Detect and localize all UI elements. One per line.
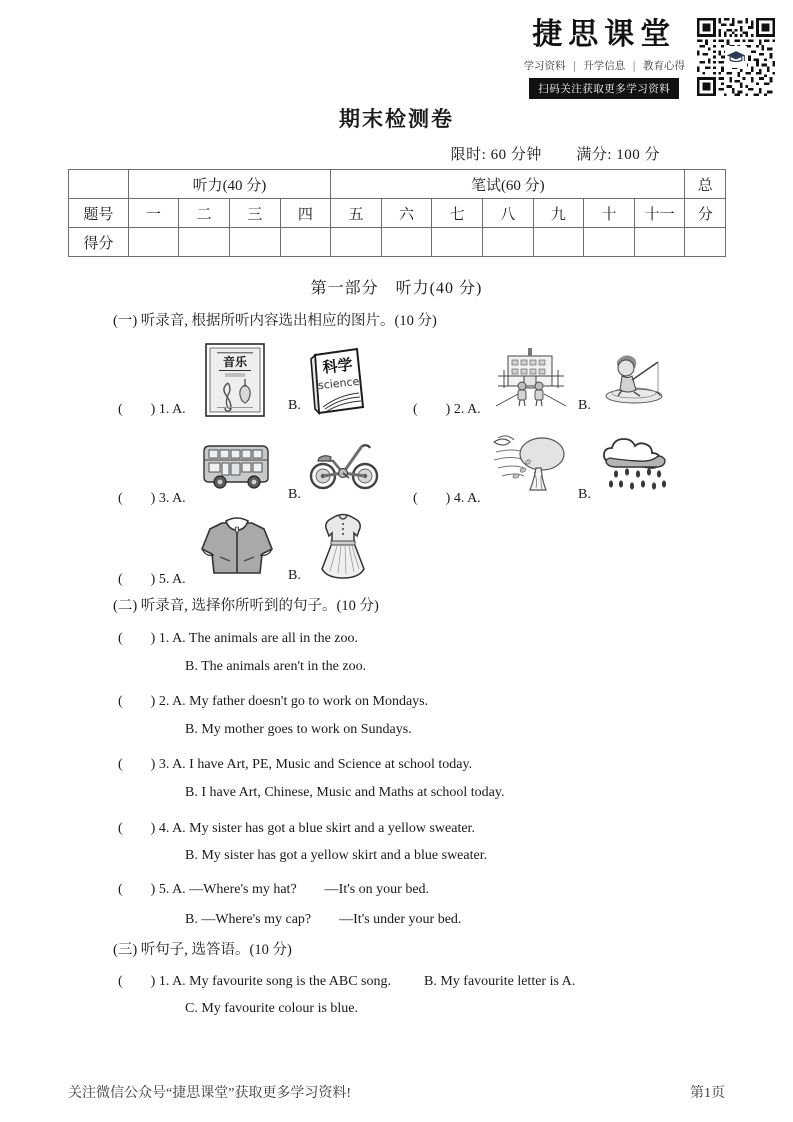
brand-tag-3: 教育心得 [643,59,685,72]
score-cell-11[interactable] [634,228,685,257]
child-fishing-icon [596,348,672,406]
page-number: 第1页 [690,1086,725,1101]
exam-meta [451,143,660,164]
divider: | [632,58,636,72]
section-two-item-3-option-b[interactable]: B. I have Art, Chinese, Music and Maths at school today. [185,785,505,800]
answer-bracket[interactable]: ( ) [118,882,156,897]
section-one-heading: (一) 听录音, 根据所听内容选出相应的图片。(10 分) [113,313,437,329]
divider: | [572,58,577,72]
svg-text:音乐: 音乐 [222,355,248,369]
answer-bracket[interactable]: ( ) [118,572,156,587]
item-number: 3. [158,491,170,506]
question-no-8: 八 [482,199,533,228]
item-number: 1. [158,974,170,989]
item-number: 1. [158,402,170,417]
science-book-icon [305,345,369,417]
scan-banner: 扫码关注获取更多学习资料 [529,78,679,99]
group-written: 笔试(60 分) [331,170,685,199]
score-cell-1[interactable] [128,228,179,257]
item-number: 4. [453,491,465,506]
total-label-top: 总 [685,170,726,199]
time-limit: 限时: 60 分钟 [450,147,542,163]
section-three-heading: (三) 听句子, 选答语。(10 分) [113,942,292,958]
question-no-7: 七 [432,199,483,228]
double-decker-bus-icon [198,437,274,493]
score-cell-2[interactable] [179,228,230,257]
answer-bracket[interactable]: ( ) [118,821,156,836]
brand-tag-2: 升学信息 [583,59,626,72]
question-no-2: 二 [179,199,230,228]
section-one-item-2-prefix [413,398,481,418]
score-table [68,169,726,257]
question-no-9: 九 [533,199,584,228]
section-one-item-3-option-b-label: B. [288,487,301,502]
item-number: 3. [158,757,170,772]
option-a-label: A. [467,491,481,506]
section-three-item-1 [118,970,575,990]
bicycle-icon [305,433,385,493]
score-cell-10[interactable] [584,228,635,257]
answer-bracket[interactable]: ( ) [413,402,451,417]
question-no-5: 五 [331,199,382,228]
answer-bracket[interactable]: ( ) [118,694,156,709]
section-two-heading: (二) 听录音, 选择你所听到的句子。(10 分) [113,598,379,614]
section-two-item-2-option-b[interactable]: B. My mother goes to work on Sundays. [185,722,412,737]
brand-tagline [524,58,685,73]
row-label-question-no: 题号 [69,199,129,228]
item-number: 1. [158,631,170,646]
section-one-item-5-option-b-label: B. [288,568,301,583]
answer-bracket[interactable]: ( ) [118,974,156,989]
footer-note: 关注微信公众号“捷思课堂”获取更多学习资料! [68,1086,352,1101]
section-three-item-1-option-c[interactable]: C. My favourite colour is blue. [185,1001,359,1016]
option-a-label: A. [172,572,186,587]
answer-bracket[interactable]: ( ) [413,491,451,506]
jacket-icon [196,515,278,577]
option-a-text[interactable]: A. My sister has got a blue skirt and a yellow sweater. [172,821,475,836]
section-one-item-1-option-b-label: B. [288,398,301,413]
section-one-item-4-prefix [413,487,481,507]
answer-bracket[interactable]: ( ) [118,491,156,506]
item-number: 2. [158,694,170,709]
section-two-item-1 [118,627,358,647]
rain-cloud-icon [596,434,676,496]
table-row-scores [69,228,726,257]
section-two-item-2 [118,690,428,710]
qr-code-icon [697,18,775,96]
option-a-text[interactable]: A. My favourite song is the ABC song. [172,974,392,989]
question-no-6: 六 [381,199,432,228]
question-no-1: 一 [128,199,179,228]
question-no-3: 三 [229,199,280,228]
total-label-bottom: 分 [685,199,726,228]
row-label-score: 得分 [69,228,129,257]
item-number: 4. [158,821,170,836]
question-no-10: 十 [584,199,635,228]
group-listening: 听力(40 分) [128,170,330,199]
score-cell-4[interactable] [280,228,331,257]
svg-text:科学: 科学 [321,355,354,377]
option-a-text[interactable]: A. My father doesn't go to work on Mondays. [172,694,429,709]
section-two-item-4 [118,817,475,837]
question-no-11: 十一 [634,199,685,228]
score-cell-5[interactable] [331,228,382,257]
score-cell-9[interactable] [533,228,584,257]
section-two-item-3 [118,753,472,773]
option-a-text[interactable]: A. The animals are all in the zoo. [172,631,359,646]
brand-text-block [524,18,685,99]
section-one-item-3-prefix [118,487,186,507]
graduation-cap-icon [725,46,747,68]
part-one-title: 第一部分 听力(40 分) [310,280,483,297]
item-number: 2. [453,402,465,417]
corner-cell [69,170,129,199]
section-two-item-1-option-b[interactable]: B. The animals aren't in the zoo. [185,659,367,674]
score-cell-8[interactable] [482,228,533,257]
page-title: 期末检测卷 [339,106,454,131]
score-cell-3[interactable] [229,228,280,257]
section-one-item-2-option-b-label: B. [578,398,591,413]
brand-header [524,18,775,99]
option-a-label: A. [172,402,186,417]
table-row-numbers [69,199,726,228]
svg-text:science: science [317,374,360,393]
section-two-item-5-option-b[interactable]: B. —Where's my cap? —It's under your bed. [185,912,462,927]
music-textbook-icon [205,343,265,417]
option-b-text[interactable]: B. My favourite letter is A. [424,974,576,989]
item-number: 5. [158,572,170,587]
score-cell-total[interactable] [685,228,726,257]
item-number: 5. [158,882,170,897]
question-no-4: 四 [280,199,331,228]
full-marks: 满分: 100 分 [576,147,660,163]
option-a-label: A. [172,491,186,506]
table-row-groups [69,170,726,199]
option-a-text[interactable]: A. —Where's my hat? —It's on your bed. [172,882,430,897]
option-a-label: A. [467,402,481,417]
section-two-item-5 [118,878,429,898]
brand-title: 捷思课堂 [532,17,677,52]
brand-tag-1: 学习资料 [523,59,566,72]
section-one-item-1-prefix [118,398,186,418]
score-cell-7[interactable] [432,228,483,257]
dress-icon [310,513,376,581]
score-cell-6[interactable] [381,228,432,257]
answer-bracket[interactable]: ( ) [118,402,156,417]
answer-bracket[interactable]: ( ) [118,757,156,772]
section-one-item-4-option-b-label: B. [578,487,591,502]
windy-tree-icon [490,432,574,494]
answer-bracket[interactable]: ( ) [118,631,156,646]
option-a-text[interactable]: A. I have Art, PE, Music and Science at school today. [172,757,473,772]
children-going-to-school-icon [494,346,568,408]
section-one-item-5-prefix [118,568,186,588]
section-two-item-4-option-b[interactable]: B. My sister has got a yellow skirt and a blue sweater. [185,848,488,863]
